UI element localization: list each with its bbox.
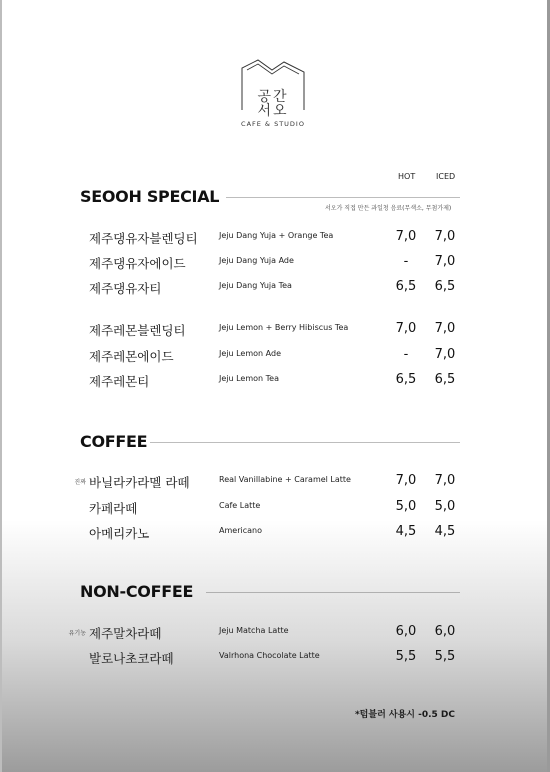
item-name-en: Jeju Dang Yuja Tea — [219, 281, 292, 290]
item-price-iced: 6,5 — [434, 372, 456, 387]
menu-item — [0, 344, 550, 366]
item-name-ko: 바닐라카라멜 라떼 — [89, 475, 190, 490]
menu-item — [0, 369, 550, 391]
item-price-hot: 5,0 — [395, 499, 417, 514]
item-name-ko: 제주말차라떼 — [89, 626, 162, 641]
brand-name-line1: 공간 — [257, 89, 289, 105]
item-name-en: Jeju Dang Yuja Ade — [219, 256, 294, 265]
item-name-ko: 아메리카노 — [89, 526, 150, 541]
item-tag: 진짜 — [74, 479, 86, 486]
item-name-en: Cafe Latte — [219, 501, 261, 510]
item-name-en: Jeju Lemon Ade — [219, 349, 281, 358]
item-price-hot: 6,5 — [395, 279, 417, 294]
item-name-ko: 발로나초코라떼 — [89, 651, 174, 666]
menu-item — [0, 646, 550, 668]
item-price-iced: 7,0 — [434, 321, 456, 336]
item-price-hot: - — [403, 254, 409, 269]
section-title-noncoffee: NON-COFFEE — [80, 582, 194, 601]
item-name-ko: 제주레몬에이드 — [89, 349, 174, 364]
menu-item — [0, 470, 550, 492]
menu-item — [0, 276, 550, 298]
item-name-ko: 제주댕유자티 — [89, 281, 162, 296]
item-price-iced: 6,0 — [434, 624, 456, 639]
section-rule-noncoffee — [206, 592, 460, 593]
item-price-iced: 4,5 — [434, 524, 456, 539]
menu-item — [0, 521, 550, 543]
item-price-iced: 6,5 — [434, 279, 456, 294]
item-price-iced: 7,0 — [434, 473, 456, 488]
item-name-en: Real Vanillabine + Caramel Latte — [219, 475, 351, 484]
item-name-ko: 카페라떼 — [89, 501, 138, 516]
item-price-hot: 6,5 — [395, 372, 417, 387]
menu-item — [0, 251, 550, 273]
item-tag: 유기농 — [68, 630, 86, 637]
item-price-hot: 6,0 — [395, 624, 417, 639]
section-title-special: SEOOH SPECIAL — [80, 187, 220, 206]
item-name-en: Americano — [219, 526, 262, 535]
item-price-iced: 5,0 — [434, 499, 456, 514]
item-name-en: Jeju Lemon + Berry Hibiscus Tea — [219, 323, 349, 332]
item-price-hot: - — [403, 347, 409, 362]
item-price-hot: 7,0 — [395, 321, 417, 336]
brand-logo — [238, 58, 308, 130]
column-header-iced: ICED — [436, 172, 456, 181]
item-price-hot: 7,0 — [395, 473, 417, 488]
item-name-ko: 제주댕유자블렌딩티 — [89, 231, 198, 246]
item-price-iced: 7,0 — [434, 347, 456, 362]
item-price-hot: 5,5 — [395, 649, 417, 664]
tumbler-discount-note: *텀블러 사용시 -0.5 DC — [354, 710, 455, 720]
column-header-hot: HOT — [398, 172, 416, 181]
item-name-en: Jeju Lemon Tea — [219, 374, 280, 383]
item-name-en: Jeju Matcha Latte — [219, 626, 289, 635]
item-price-iced: 7,0 — [434, 229, 456, 244]
item-name-ko: 제주레몬블렌딩티 — [89, 323, 186, 338]
item-price-hot: 4,5 — [395, 524, 417, 539]
section-rule-coffee — [150, 442, 460, 443]
item-price-iced: 7,0 — [434, 254, 456, 269]
item-name-en: Valrhona Chocolate Latte — [219, 651, 320, 660]
brand-name-line2: 서오 — [257, 103, 289, 119]
menu-item — [0, 621, 550, 643]
item-price-iced: 5,5 — [434, 649, 456, 664]
section-rule-special — [226, 197, 460, 198]
menu-item — [0, 226, 550, 248]
menu-item — [0, 318, 550, 340]
item-name-en: Jeju Dang Yuja + Orange Tea — [219, 231, 334, 240]
item-price-hot: 7,0 — [395, 229, 417, 244]
special-section-note: 서오가 직접 만든 과일청 음료(무색소, 무첨가제) — [325, 205, 452, 212]
item-name-ko: 제주댕유자에이드 — [89, 256, 186, 271]
brand-subtitle: CAFE & STUDIO — [241, 120, 305, 128]
menu-item — [0, 496, 550, 518]
item-name-ko: 제주레몬티 — [89, 374, 150, 389]
section-title-coffee: COFFEE — [80, 432, 148, 451]
